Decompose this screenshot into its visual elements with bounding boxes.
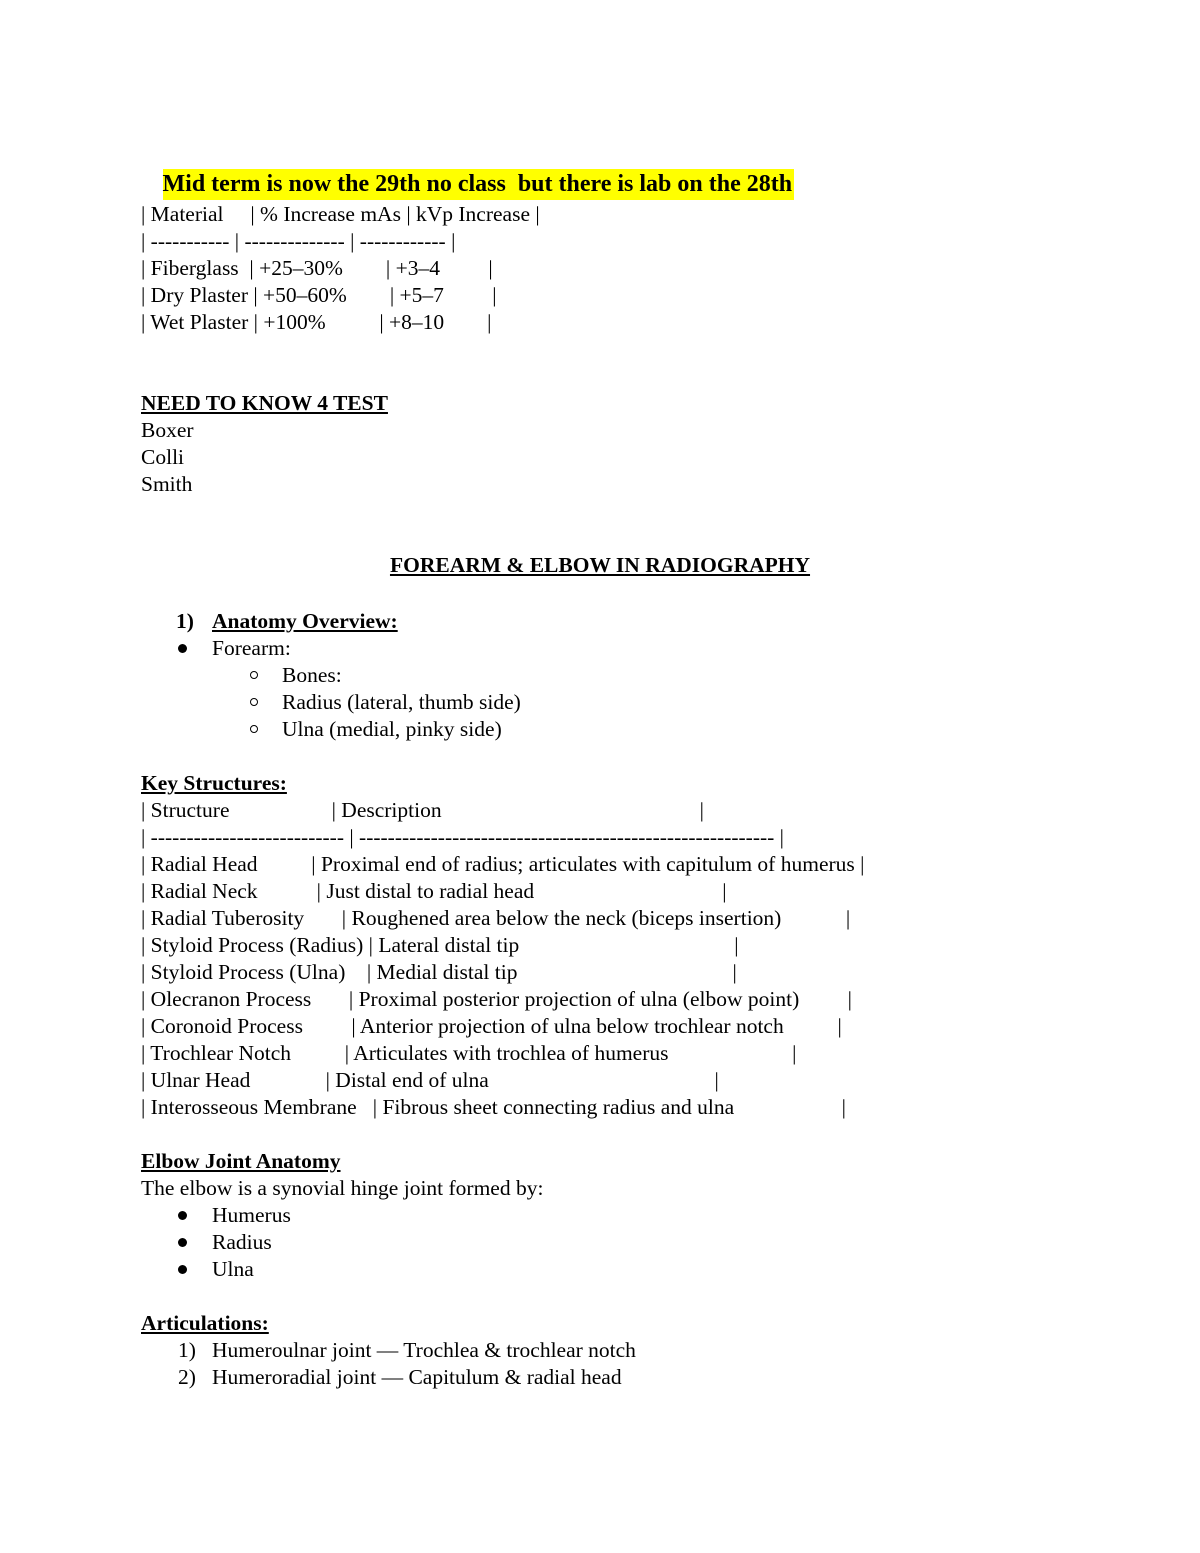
elbow-joint-item: Ulna: [212, 1257, 254, 1281]
bullet-circle-icon: [250, 698, 258, 706]
need-to-know-item: Boxer: [141, 418, 194, 442]
key-structures-row: | Radial Tuberosity | Roughened area below the neck (biceps insertion) |: [141, 906, 851, 930]
forearm-sub-item: Bones:: [282, 663, 342, 687]
forearm-label: Forearm:: [212, 636, 291, 660]
elbow-joint-item: Radius: [212, 1230, 272, 1254]
material-table-row: | ----------- | -------------- | ------------ |: [141, 229, 456, 253]
bullet-circle-icon: [250, 671, 258, 679]
forearm-sub-item: Ulna (medial, pinky side): [282, 717, 502, 741]
material-table-row: | Material | % Increase mAs | kVp Increase |: [141, 202, 540, 226]
key-structures-row: | Radial Neck | Just distal to radial head |: [141, 879, 727, 903]
articulations-heading: Articulations:: [141, 1311, 269, 1335]
need-to-know-heading: NEED TO KNOW 4 TEST: [141, 391, 388, 415]
forearm-sub-item: Radius (lateral, thumb side): [282, 690, 521, 714]
articulation-number: 1): [178, 1338, 196, 1362]
key-structures-row: | --------------------------- | ---------------------------------------------------------- |: [141, 825, 784, 849]
articulation-number: 2): [178, 1365, 196, 1389]
need-to-know-item: Colli: [141, 445, 185, 469]
elbow-joint-item: Humerus: [212, 1203, 291, 1227]
key-structures-row: | Olecranon Process | Proximal posterior projection of ulna (elbow point) |: [141, 987, 852, 1011]
need-to-know-item: Smith: [141, 472, 193, 496]
announcement-highlight: Mid term is now the 29th no class but there is lab on the 28th: [163, 169, 795, 200]
articulation-item: Humeroradial joint — Capitulum & radial head: [212, 1365, 622, 1389]
articulation-item: Humeroulnar joint — Trochlea & trochlear notch: [212, 1338, 636, 1362]
material-table-row: | Fiberglass | +25–30% | +3–4 |: [141, 256, 493, 280]
elbow-joint-intro: The elbow is a synovial hinge joint formed by:: [141, 1176, 544, 1200]
key-structures-heading: Key Structures:: [141, 771, 287, 795]
bullet-dot-icon: [178, 1211, 187, 1220]
key-structures-row: | Styloid Process (Radius) | Lateral distal tip |: [141, 933, 739, 957]
material-table-row: | Dry Plaster | +50–60% | +5–7 |: [141, 283, 497, 307]
key-structures-row: | Radial Head | Proximal end of radius; articulates with capitulum of humerus |: [141, 852, 865, 876]
bullet-dot-icon: [178, 1265, 187, 1274]
material-table-row: | Wet Plaster | +100% | +8–10 |: [141, 310, 492, 334]
elbow-joint-heading: Elbow Joint Anatomy: [141, 1149, 341, 1173]
bullet-circle-icon: [250, 725, 258, 733]
key-structures-row: | Structure | Description |: [141, 798, 704, 822]
key-structures-row: | Ulnar Head | Distal end of ulna |: [141, 1068, 719, 1092]
key-structures-row: | Styloid Process (Ulna) | Medial distal tip |: [141, 960, 737, 984]
bullet-dot-icon: [178, 1238, 187, 1247]
anatomy-overview-number: 1): [176, 609, 194, 633]
anatomy-overview-heading: Anatomy Overview:: [212, 609, 398, 633]
key-structures-row: | Coronoid Process | Anterior projection of ulna below trochlear notch |: [141, 1014, 842, 1038]
bullet-dot-icon: [178, 644, 187, 653]
key-structures-row: | Trochlear Notch | Articulates with trochlea of humerus |: [141, 1041, 797, 1065]
main-title: FOREARM & ELBOW IN RADIOGRAPHY: [389, 553, 811, 577]
key-structures-row: | Interosseous Membrane | Fibrous sheet connecting radius and ulna |: [141, 1095, 846, 1119]
